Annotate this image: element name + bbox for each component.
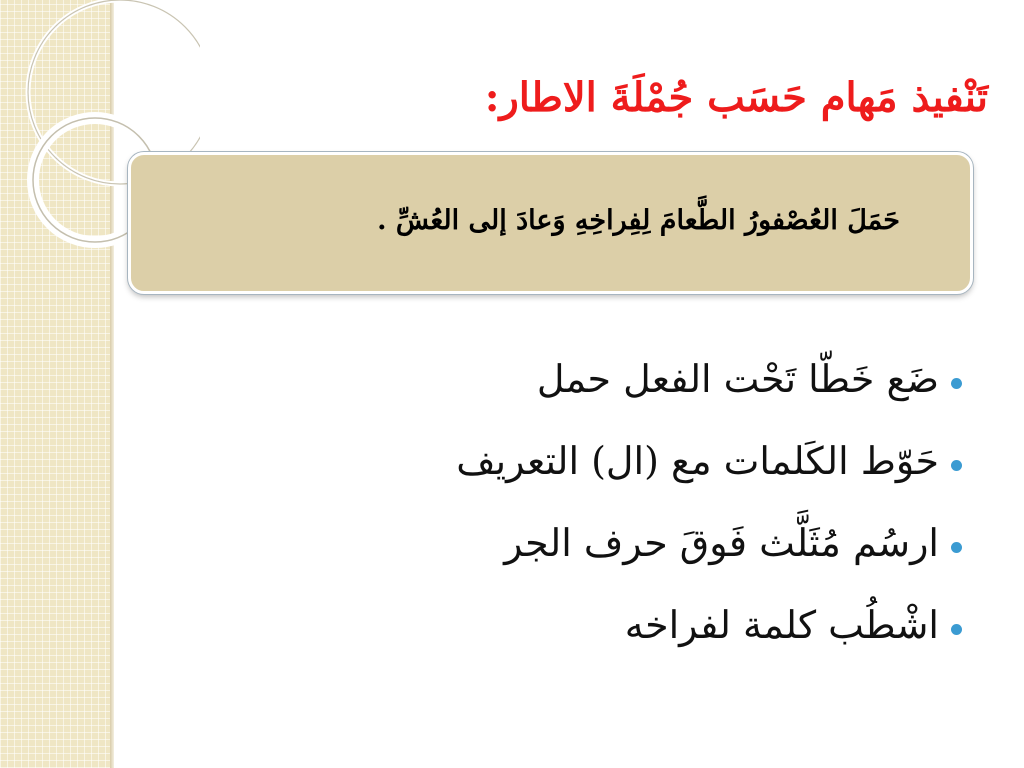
list-item (322, 502, 962, 584)
list-item (322, 420, 962, 502)
sentence-box (128, 152, 973, 294)
slide-title: تَنْفيذ مَهام حَسَب جُمْلَةَ الاطار: (484, 74, 988, 121)
task-list (322, 338, 962, 666)
task-text: حَوّط الكَلمات مع (ال) التعريف (456, 439, 939, 483)
task-text: ضَع خَطّا تَحْت الفعل حمل (536, 357, 939, 401)
task-text: ارسُم مُثَلَّث فَوقَ حرف الجر (504, 521, 939, 565)
list-item (322, 584, 962, 666)
bullet-icon (951, 378, 962, 389)
sentence-text: حَمَلَ العُصْفورُ الطَّعامَ لِفِراخِهِ وَعادَ إلى العُشِّ . (377, 205, 900, 236)
bullet-icon (951, 542, 962, 553)
task-text: اشْطُب كلمة لفراخه (624, 603, 939, 647)
list-item (322, 338, 962, 420)
bullet-icon (951, 624, 962, 635)
bullet-icon (951, 460, 962, 471)
